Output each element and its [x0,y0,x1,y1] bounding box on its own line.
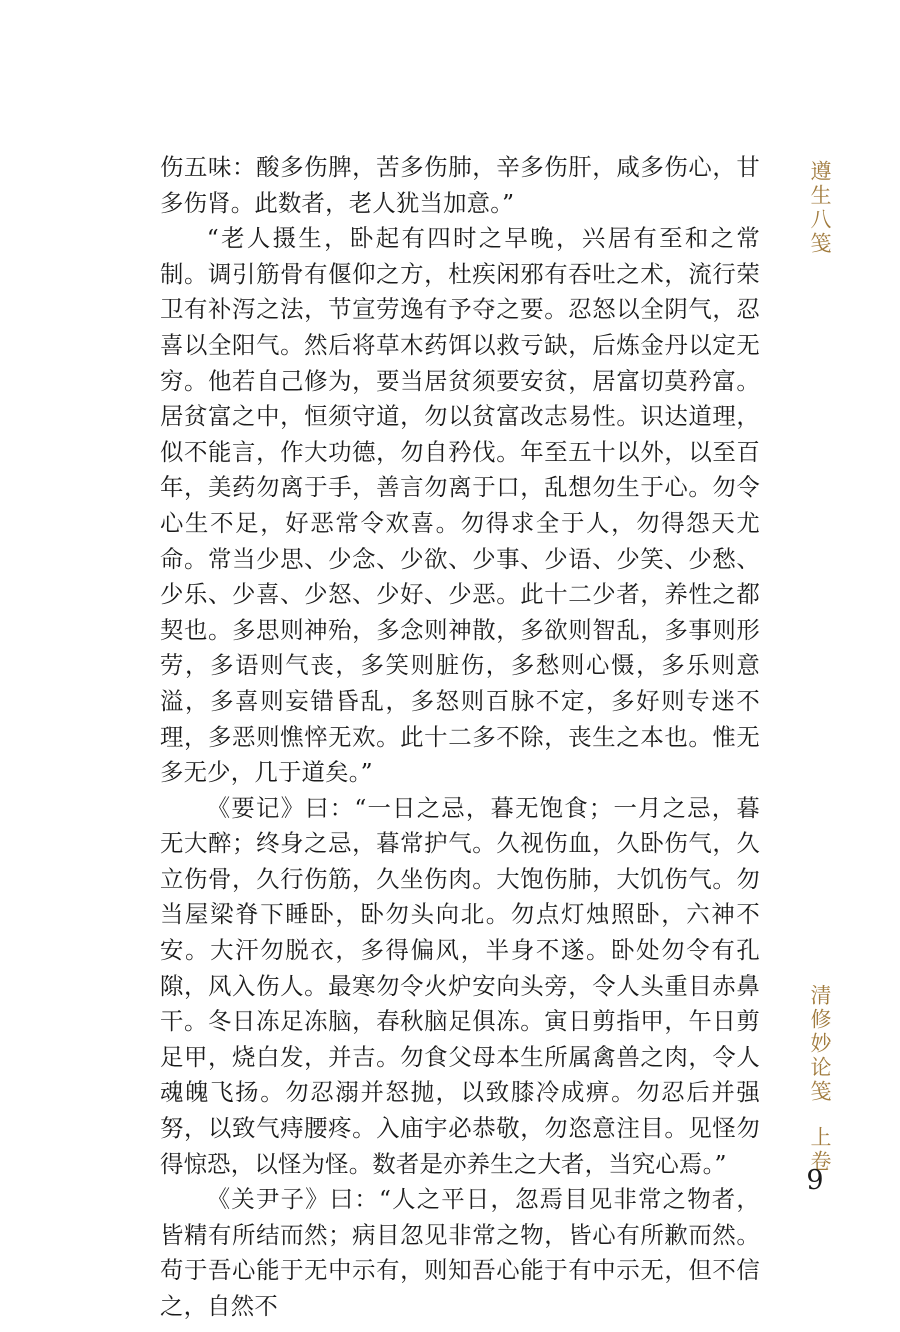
book-title: 遵生八笺 [808,160,832,256]
chapter-title: 清修妙论笺 [808,984,832,1104]
paragraph-3: 《要记》曰：“一日之忌，暮无饱食；一月之忌，暮无大醉；终身之忌，暮常护气。久视伤血，久卧伤气，久立伤骨，久行伤筋，久坐伤肉。大饱伤肺，大饥伤气。勿当屋梁脊下睡卧，卧勿头向北。勿点灯烛照卧，六神不安。大汗勿脱衣，多得偏风，半身不遂。卧处勿令有孔隙，风入伤人。最寒勿令火炉安向头旁，令人头重目赤鼻干。冬日冻足冻脑，春秋脑足俱冻。寅日剪指甲，午日剪足甲，烧白发，并吉。勿食父母本生所属禽兽之肉，令人魂魄飞扬。勿忍溺并怒抛，以致膝冷成痹。勿忍后并强努，以致气痔腰疼。入庙宇必恭敬，勿恣意注目。见怪勿得惊恐，以怪为怪。数者是亦养生之大者，当究心焉。” [160,793,760,1178]
paragraph-1: 伤五味：酸多伤脾，苦多伤肺，辛多伤肝，咸多伤心，甘多伤肾。此数者，老人犹当加意。” [160,153,760,217]
body-text [160,150,760,1325]
paragraph-4: 《关尹子》曰：“人之平日，忽焉目见非常之物者，皆精有所结而然；病目忽见非常之物，皆心有所歉而然。苟于吾心能于无中示有，则知吾心能于有中示无，但不信之，自然不 [160,1185,760,1320]
running-head-book-title [802,160,832,256]
page-number: 9 [806,1165,824,1196]
running-head-chapter [802,984,832,1174]
paragraph-2: “老人摄生，卧起有四时之早晚，兴居有至和之常制。调引筋骨有偃仰之方，杜疾闲邪有吞吐之术，流行荣卫有补泻之法，节宣劳逸有予夺之要。忍怒以全阴气，忍喜以全阳气。然后将草木药饵以救亏缺，后炼金丹以定无穷。他若自己修为，要当居贫须要安贫，居富切莫矜富。居贫富之中，恒须守道，勿以贫富改志易性。识达道理，似不能言，作大功德，勿自矜伐。年至五十以外，以至百年，美药勿离于手，善言勿离于口，乱想勿生于心。勿令心生不足，好恶常令欢喜。勿得求全于人，勿得怨天尤命。常当少思、少念、少欲、少事、少语、少笑、少愁、少乐、少喜、少怒、少好、少恶。此十二少者，养性之都契也。多思则神殆，多念则神散，多欲则智乱，多事则形劳，多语则气丧，多笑则脏伤，多愁则心慑，多乐则意溢，多喜则妄错昏乱，多怒则百脉不定，多好则专迷不理，多恶则憔悴无欢。此十二多不除，丧生之本也。惟无多无少，几于道矣。” [160,224,760,787]
volume-label: 上卷 [808,1126,832,1174]
